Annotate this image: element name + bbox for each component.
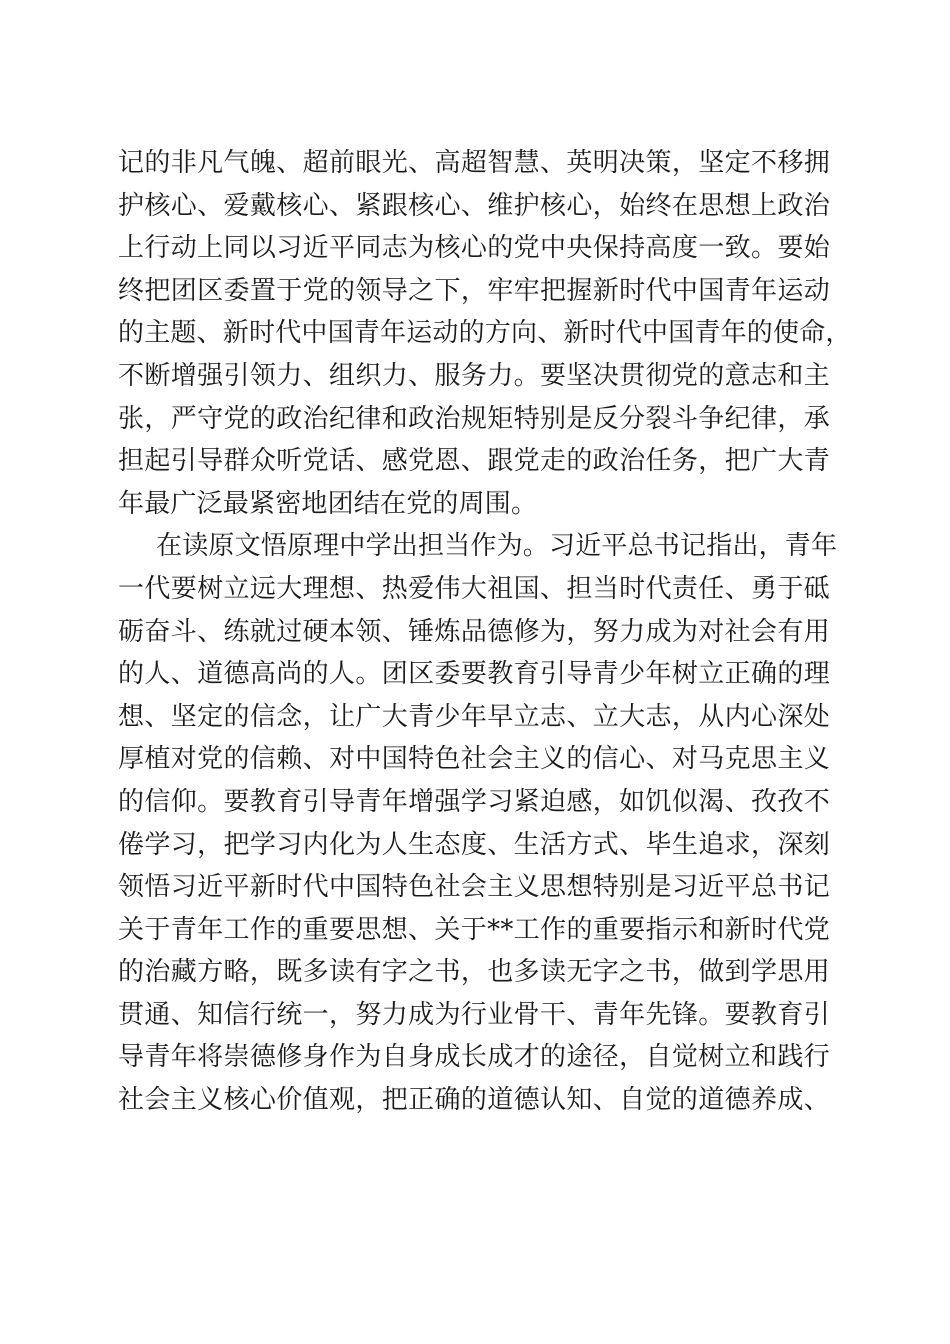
text-line: 关于青年工作的重要思想、关于**工作的重要指示和新时代党 xyxy=(118,914,830,945)
text-line: 领悟习近平新时代中国特色社会主义思想特别是习近平总书记 xyxy=(118,872,830,903)
text-line: 想、坚定的信念，让广大青少年早立志、立大志，从内心深处 xyxy=(118,701,830,732)
text-line: 贯通、知信行统一，努力成为行业骨干、青年先锋。要教育引 xyxy=(118,999,830,1030)
text-line: 护核心、爱戴核心、紧跟核心、维护核心，始终在思想上政治 xyxy=(118,190,830,221)
text-line: 的主题、新时代中国青年运动的方向、新时代中国青年的使命， xyxy=(118,318,852,349)
text-line-paragraph-end: 年最广泛最紧密地团结在党的周围。 xyxy=(118,488,538,519)
text-line: 一代要树立远大理想、热爱伟大祖国、担当时代责任、勇于砥 xyxy=(118,573,830,604)
text-line: 上行动上同以习近平同志为核心的党中央保持高度一致。要始 xyxy=(118,233,830,264)
text-line: 导青年将崇德修身作为自身成长成才的途径，自觉树立和践行 xyxy=(118,1042,830,1073)
text-line: 终把团区委置于党的领导之下，牢牢把握新时代中国青年运动 xyxy=(118,275,830,306)
text-line: 的信仰。要教育引导青年增强学习紧迫感，如饥似渴、孜孜不 xyxy=(118,786,830,817)
text-line: 倦学习，把学习内化为人生态度、生活方式、毕生追求，深刻 xyxy=(118,829,830,860)
text-line: 的治藏方略，既多读有字之书，也多读无字之书，做到学思用 xyxy=(118,957,830,988)
text-line: 张，严守党的政治纪律和政治规矩特别是反分裂斗争纪律，承 xyxy=(118,403,830,434)
body-text xyxy=(118,142,852,1122)
text-line: 不断增强引领力、组织力、服务力。要坚决贯彻党的意志和主 xyxy=(118,360,830,391)
text-line: 砺奋斗、练就过硬本领、锤炼品德修为，努力成为对社会有用 xyxy=(118,616,830,647)
text-line: 厚植对党的信赖、对中国特色社会主义的信心、对马克思主义 xyxy=(118,744,830,775)
text-line: 担起引导群众听党话、感党恩、跟党走的政治任务，把广大青 xyxy=(118,446,830,477)
text-line: 的人、道德高尚的人。团区委要教育引导青少年树立正确的理 xyxy=(118,659,830,690)
text-line: 社会主义核心价值观，把正确的道德认知、自觉的道德养成、 xyxy=(118,1085,830,1116)
text-line: 记的非凡气魄、超前眼光、高超智慧、英明决策，坚定不移拥 xyxy=(118,148,830,178)
text-line-paragraph-start: 在读原文悟原理中学出担当作为。习近平总书记指出，青年 xyxy=(156,531,838,562)
